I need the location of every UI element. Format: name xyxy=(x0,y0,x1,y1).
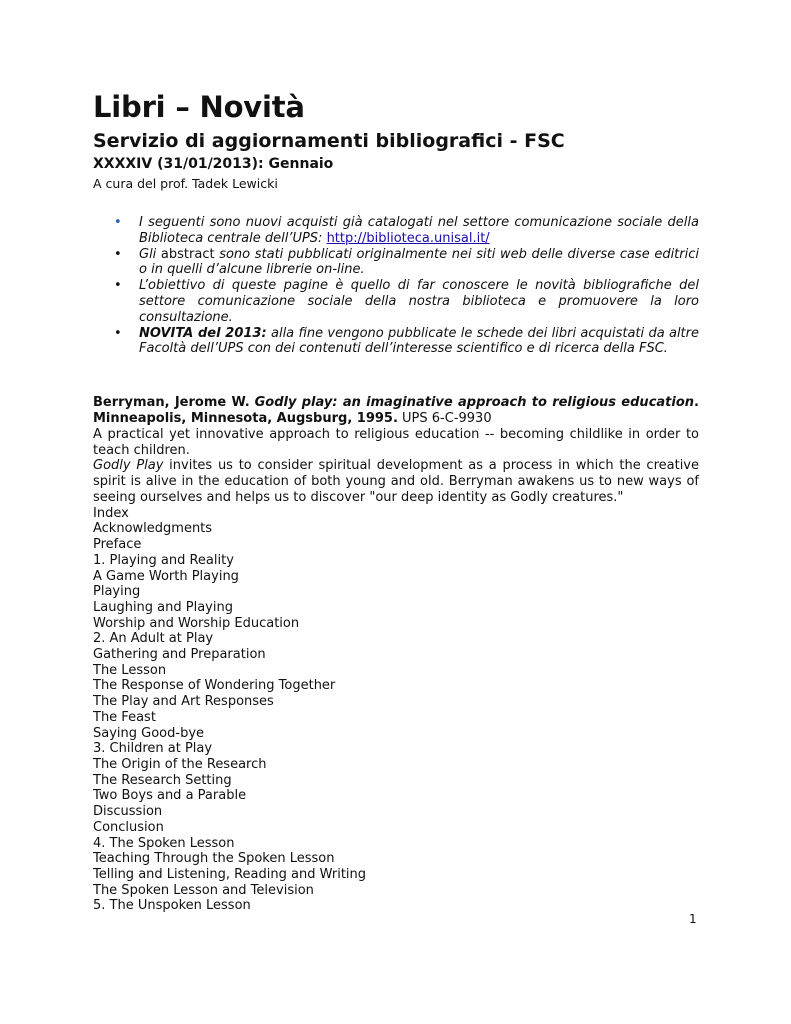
notes-list xyxy=(93,215,699,357)
note-text: sono stati pubblicati originalmente nei siti web delle diverse case editrici o in quelli d’alcune librerie on-line. xyxy=(139,246,699,278)
toc-item: 1. Playing and Reality xyxy=(93,552,234,568)
toc-item: 3. Children at Play xyxy=(93,741,213,757)
toc-item: The Feast xyxy=(93,709,156,725)
toc-item: The Research Setting xyxy=(93,772,232,788)
toc-item: Teaching Through the Spoken Lesson xyxy=(93,851,335,867)
toc-item: Discussion xyxy=(93,804,163,820)
toc-item: The Spoken Lesson and Television xyxy=(93,882,314,898)
bullet-icon: • xyxy=(114,246,122,262)
toc-item: 5. The Unspoken Lesson xyxy=(93,898,251,914)
library-link[interactable]: http://biblioteca.unisal.it/ xyxy=(326,230,490,246)
bullet-icon: • xyxy=(114,215,122,230)
issue-heading: XXXXIV (31/01/2013): Gennaio xyxy=(93,156,334,172)
note-lead: Gli xyxy=(139,246,161,262)
toc-item: Two Boys and a Parable xyxy=(93,788,247,804)
note-text: L’obiettivo di queste pagine è quello di far conoscere le novità bibliografiche del settore comunicazione sociale della nostra biblioteca e promuovere la loro consultazione. xyxy=(139,278,699,325)
document-subtitle: Servizio di aggiornamenti bibliografici - FSC xyxy=(93,130,565,152)
note-item xyxy=(114,246,699,279)
toc-item: Acknowledgments xyxy=(93,521,213,537)
toc-item: Index xyxy=(93,505,129,521)
note-item xyxy=(114,215,699,247)
book-summary: A practical yet innovative approach to religious education -- becoming childlike in order to teach children. xyxy=(93,426,699,458)
toc-item: 2. An Adult at Play xyxy=(93,631,214,647)
toc-item: The Lesson xyxy=(93,662,167,678)
toc-item: Conclusion xyxy=(93,819,164,835)
note-text: I seguenti sono nuovi acquisti già catalogati nel settore comunicazione sociale della Biblioteca centrale dell’UPS: xyxy=(139,215,699,246)
toc-item: Playing xyxy=(93,584,141,600)
description-text: invites us to consider spiritual development as a process in which the creative spirit is alive in the education of both young and old. Berryman awakens us to new ways of seeing ourselves and helps us to discover "our deep identity as Godly creatures." xyxy=(93,458,699,505)
book-author: Berryman, Jerome W. xyxy=(93,395,250,411)
book-publisher: Minneapolis, Minnesota, Augsburg, 1995. xyxy=(93,410,398,426)
book-callnumber: UPS 6-C-9930 xyxy=(402,410,492,426)
toc-item: Saying Good-bye xyxy=(93,725,205,741)
document-page xyxy=(93,88,699,914)
document-title: Libri – Novità xyxy=(93,90,305,124)
book-title: Godly play: an imaginative approach to religious education xyxy=(254,395,695,411)
book-reference: Berryman, Jerome W. Godly play: an imaginative approach to religious education. Minneapolis, Minnesota, Augsburg, 1995. UPS 6-C-9930 xyxy=(93,395,699,426)
bullet-icon: • xyxy=(114,278,122,294)
note-text: alla fine vengono pubblicate le schede dei libri acquistati da altre Facoltà dell’UPS con dei contenuti dell’interesse scientifico e di ricerca della FSC. xyxy=(139,325,699,357)
toc-item: The Response of Wondering Together xyxy=(93,678,336,694)
bullet-icon: • xyxy=(114,325,122,341)
description-lead: Godly Play xyxy=(93,458,164,474)
book-entry xyxy=(93,395,699,914)
toc-item: The Play and Art Responses xyxy=(93,694,274,710)
page-number: 1 xyxy=(689,912,697,926)
toc-item: 4. The Spoken Lesson xyxy=(93,835,235,851)
note-term: abstract xyxy=(160,246,215,262)
table-of-contents xyxy=(93,506,699,914)
toc-item: The Origin of the Research xyxy=(93,757,267,772)
note-item xyxy=(114,278,699,325)
toc-item: A Game Worth Playing xyxy=(93,568,239,584)
toc-item: Preface xyxy=(93,537,142,553)
note-item xyxy=(114,325,699,358)
toc-item: Laughing and Playing xyxy=(93,599,233,615)
toc-item: Worship and Worship Education xyxy=(93,615,300,631)
toc-item: Gathering and Preparation xyxy=(93,647,266,663)
curator-line: A cura del prof. Tadek Lewicki xyxy=(93,176,278,191)
toc-item: Telling and Listening, Reading and Writing xyxy=(93,866,367,882)
book-description xyxy=(93,458,699,505)
note-bold: NOVITA del 2013: xyxy=(139,325,267,341)
